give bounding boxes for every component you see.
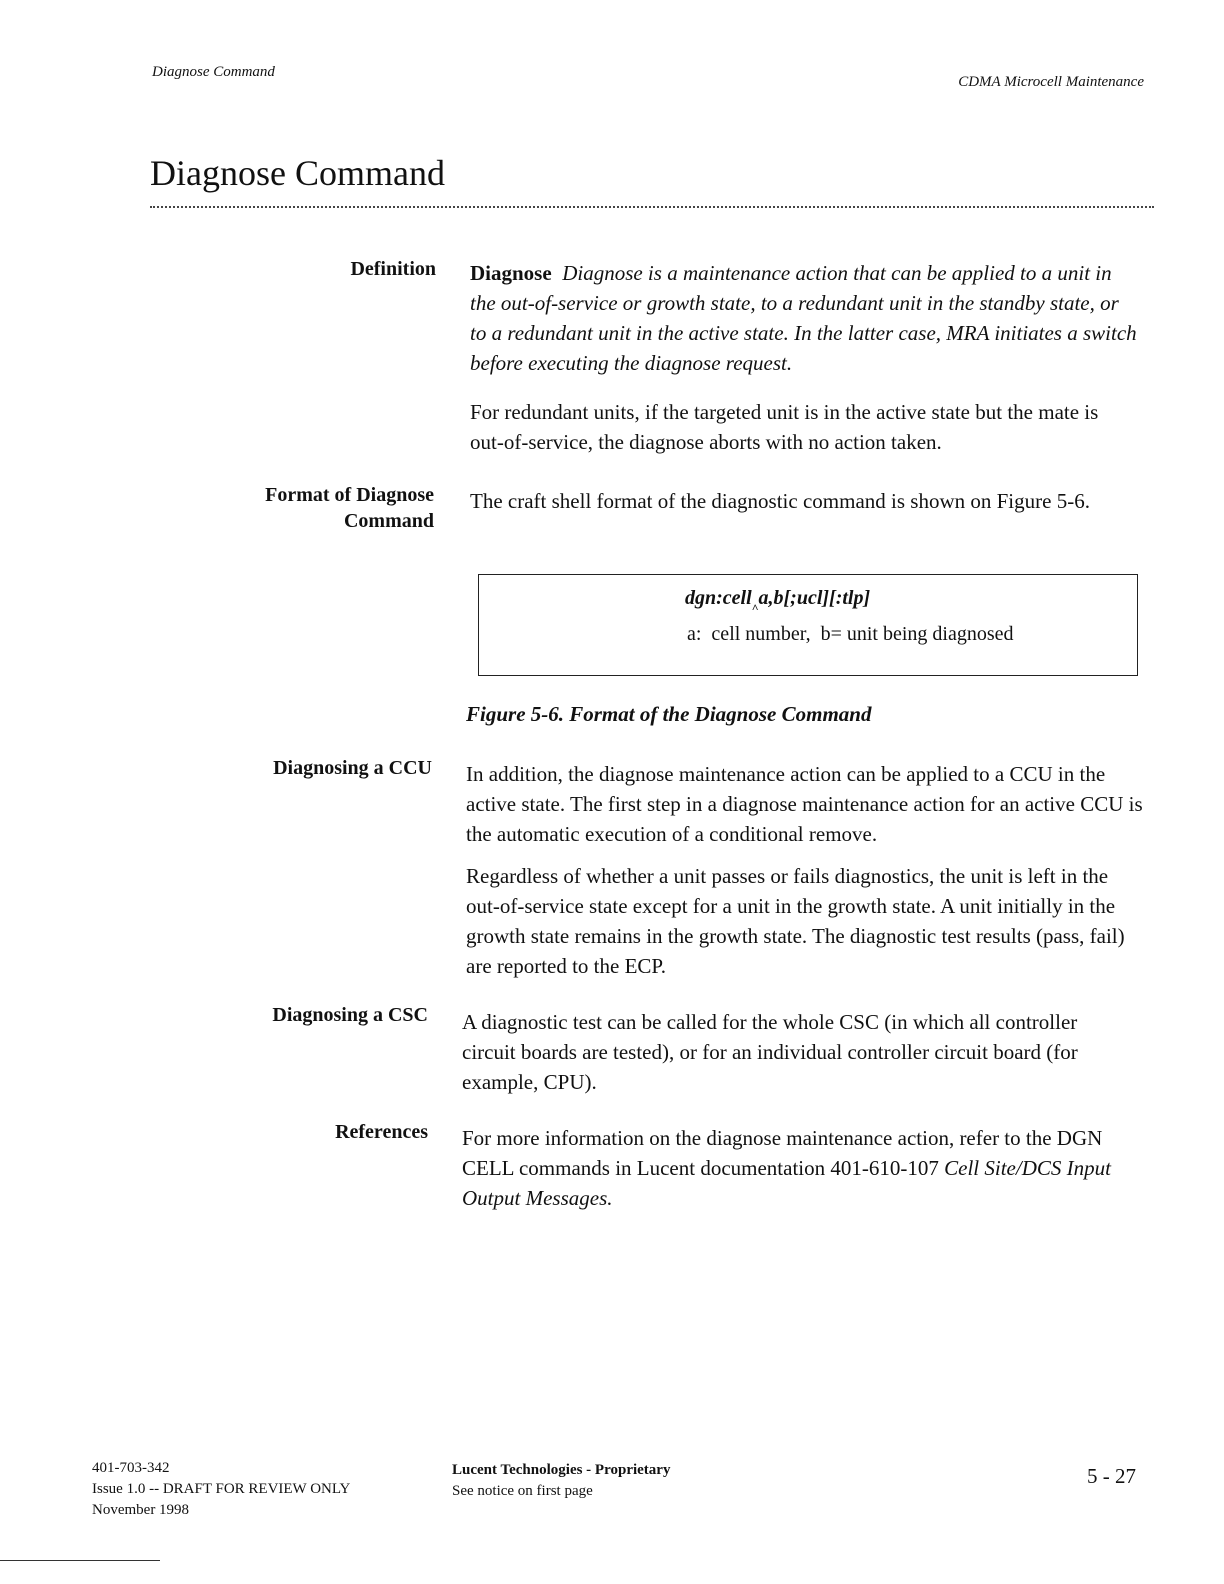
references-document-title: Cell Site/DCS Input Output Messages. [462,1156,1111,1210]
csc-label: Diagnosing a CSC [272,1004,428,1026]
csc-paragraph: A diagnostic test can be called for the whole CSC (in which all controller circuit boards are tested), or for an individual controller circuit board (for example, CPU). [462,1010,1078,1094]
format-label-line2: Command [343,510,434,532]
footer-company: Lucent Technologies - Proprietary [452,1462,671,1478]
format-label [265,482,434,534]
format-paragraph: The craft shell format of the diagnostic command is shown on Figure 5-6. [470,489,1090,513]
command-syntax-caret: ^ [751,601,759,615]
ccu-paragraph-2: Regardless of whether a unit passes or fails diagnostics, the unit is left in the out-of-service state except for a unit in the growth state. A unit initially in the growth state remains in the growth state. The diagnostic test results (pass, fail) are reported to the ECP. [466,864,1125,978]
page-number: 5 - 27 [1087,1464,1136,1488]
footer-issue: Issue 1.0 -- DRAFT FOR REVIEW ONLY [92,1481,351,1497]
command-syntax-suffix: a,b[;ucl][:tlp] [758,587,871,609]
command-syntax-prefix: dgn:cell [685,587,752,609]
page-title: Diagnose Command [150,153,445,193]
footer-doc-number: 401-703-342 [92,1460,170,1476]
definition-label: Definition [350,258,436,280]
references-paragraph [462,1123,1142,1213]
footer-notice: See notice on first page [452,1483,593,1499]
references-label: References [335,1121,428,1143]
command-parameter-note: a: cell number, b= unit being diagnosed [687,623,1014,645]
running-header-left: Diagnose Command [152,64,275,80]
references-text: For more information on the diagnose maintenance action, refer to the DGN CELL commands in Lucent documentation 401-610-107 [462,1126,1103,1180]
command-syntax [685,587,871,615]
ccu-paragraph-1: In addition, the diagnose maintenance action can be applied to a CCU in the active state. The first step in a diagnose maintenance action for an active CCU is the automatic execution of a conditional remove. [466,762,1143,846]
figure-caption: Figure 5-6. Format of the Diagnose Command [466,702,872,726]
definition-text: Diagnose is a maintenance action that can be applied to a unit in the out-of-service or growth state, to a redundant unit in the standby state, or to a redundant unit in the active state. In the latter case, MRA initiates a switch before executing the diagnose request. [470,261,1137,375]
footer-left [92,1458,350,1521]
bottom-edge-rule [0,1560,160,1561]
title-divider [150,206,1154,208]
definition-term: Diagnose [470,261,552,285]
definition-paragraph [470,258,1140,378]
running-header-right: CDMA Microcell Maintenance [958,74,1144,90]
footer-date: November 1998 [92,1502,190,1518]
command-syntax-box [478,574,1138,676]
ccu-label: Diagnosing a CCU [273,757,432,779]
definition-paragraph-2: For redundant units, if the targeted unit is in the active state but the mate is out-of-service, the diagnose aborts with no action taken. [470,400,1099,454]
format-label-line1: Format of Diagnose [265,484,434,506]
footer-center [452,1460,670,1502]
